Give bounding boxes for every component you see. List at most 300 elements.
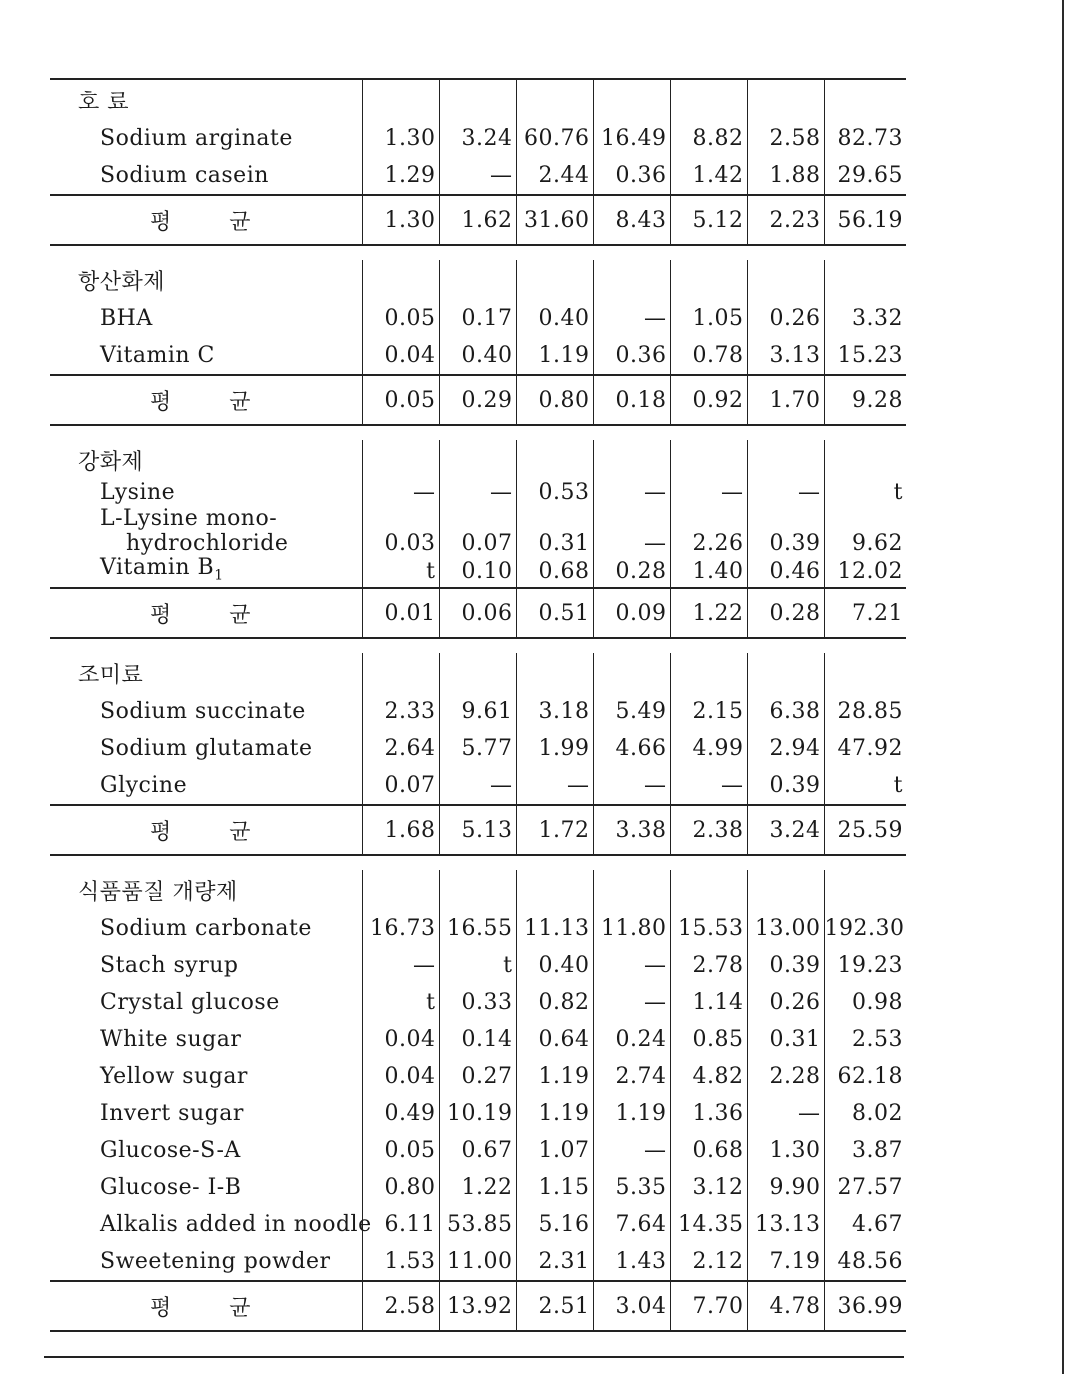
table-row	[50, 337, 906, 375]
value-cell	[747, 506, 824, 532]
value-cell-text: 0.39	[769, 953, 821, 979]
value-cell	[439, 480, 516, 506]
value-cell-text: 0.31	[769, 1027, 821, 1053]
gap-cell	[50, 425, 906, 440]
value-cell-text: 19.23	[837, 953, 903, 979]
value-cell	[670, 693, 747, 730]
value-cell	[824, 1169, 906, 1206]
value-cell-text: 2.94	[769, 736, 821, 762]
empty-cell	[593, 79, 670, 120]
value-cell-text: 0.04	[384, 1064, 436, 1090]
value-cell-text: 1.36	[692, 1101, 744, 1127]
value-cell	[439, 910, 516, 947]
value-cell-text: 2.64	[384, 736, 436, 762]
category-row	[50, 79, 906, 120]
value-cell-text: 1.19	[538, 1064, 590, 1090]
average-value-cell-text: 2.23	[769, 207, 821, 233]
value-cell-text: —	[644, 480, 667, 505]
value-cell	[516, 506, 593, 532]
average-value-cell-text: 13.92	[447, 1293, 513, 1319]
value-cell-text: 53.85	[447, 1212, 513, 1238]
value-cell	[747, 1206, 824, 1243]
average-label-text: 평 균	[150, 389, 251, 415]
value-cell	[362, 157, 439, 195]
value-cell-text: 2.53	[852, 1027, 903, 1053]
value-cell-text: 0.85	[692, 1027, 744, 1053]
value-cell	[747, 556, 824, 588]
value-cell	[362, 506, 439, 532]
value-cell	[670, 1243, 747, 1281]
value-cell-text: 2.33	[384, 699, 436, 725]
table-row	[50, 120, 906, 157]
row-label	[50, 1021, 362, 1058]
value-cell-text: 0.68	[538, 558, 590, 584]
gap-cell	[50, 855, 906, 870]
empty-cell	[747, 260, 824, 300]
value-cell	[670, 1021, 747, 1058]
value-cell	[824, 506, 906, 532]
group-gap	[50, 855, 906, 870]
value-cell-text: 12.02	[837, 558, 903, 584]
value-cell-text: 0.82	[538, 990, 590, 1016]
value-cell	[593, 532, 670, 556]
value-cell-text: 5.77	[461, 736, 513, 762]
average-value-cell-text: 1.22	[692, 600, 744, 626]
value-cell	[439, 1169, 516, 1206]
value-cell-text: 1.22	[461, 1175, 513, 1201]
average-label-text: 평 균	[150, 209, 251, 235]
value-cell	[439, 984, 516, 1021]
value-cell-text: 5.35	[615, 1175, 667, 1201]
value-cell	[824, 693, 906, 730]
value-cell	[593, 300, 670, 337]
row-label-text: White sugar	[100, 1027, 242, 1053]
value-cell	[516, 1095, 593, 1132]
average-value-cell	[593, 195, 670, 245]
value-cell	[593, 1169, 670, 1206]
average-label	[50, 1281, 362, 1331]
value-cell	[670, 947, 747, 984]
value-cell	[593, 1058, 670, 1095]
row-label-text: Lysine	[100, 480, 176, 505]
average-value-cell	[747, 805, 824, 855]
value-cell-text: 82.73	[837, 126, 903, 151]
value-cell-text: 0.46	[769, 558, 821, 584]
value-cell-text: 0.26	[769, 990, 821, 1016]
value-cell-text: —	[798, 1101, 821, 1127]
average-value-cell-text: 1.62	[461, 207, 513, 233]
value-cell	[670, 532, 747, 556]
value-cell	[516, 1058, 593, 1095]
average-value-cell-text: 0.05	[384, 387, 436, 413]
empty-cell	[516, 79, 593, 120]
table-row	[50, 480, 906, 506]
average-value-cell-text: 0.92	[692, 387, 744, 413]
average-label	[50, 805, 362, 855]
row-label-text: Sodium casein	[100, 163, 269, 188]
value-cell-text: 0.80	[384, 1175, 436, 1201]
category-label	[50, 653, 362, 693]
average-value-cell-text: 1.30	[384, 207, 436, 233]
value-cell	[670, 1206, 747, 1243]
value-cell	[593, 910, 670, 947]
category-label-text: 강화제	[78, 449, 144, 475]
value-cell-text: —	[798, 480, 821, 505]
value-cell	[516, 693, 593, 730]
value-cell-text: 192.30	[824, 916, 905, 942]
average-value-cell-text: 8.43	[615, 207, 667, 233]
table-row	[50, 1169, 906, 1206]
row-label-text: Glucose- I-B	[100, 1175, 242, 1201]
empty-cell	[516, 440, 593, 480]
table-row	[50, 984, 906, 1021]
average-label-text: 평 균	[150, 819, 251, 845]
row-label	[50, 947, 362, 984]
average-value-cell	[362, 588, 439, 638]
average-value-cell	[747, 375, 824, 425]
group-gap	[50, 425, 906, 440]
row-label	[50, 693, 362, 730]
row-label	[50, 1206, 372, 1243]
empty-cell	[670, 260, 747, 300]
value-cell	[747, 1058, 824, 1095]
value-cell	[593, 1021, 670, 1058]
value-cell-text: 16.49	[601, 126, 667, 151]
average-value-cell	[593, 805, 670, 855]
value-cell	[593, 480, 670, 506]
average-value-cell-text: 9.28	[852, 387, 903, 413]
value-cell	[362, 910, 439, 947]
empty-cell	[362, 440, 439, 480]
value-cell	[516, 910, 593, 947]
value-cell-text: —	[490, 773, 513, 799]
empty-cell	[516, 653, 593, 693]
value-cell-text: —	[567, 773, 590, 799]
average-value-cell	[824, 195, 906, 245]
value-cell	[824, 532, 906, 556]
value-cell-text: 60.76	[524, 126, 590, 151]
table-row	[50, 157, 906, 195]
value-cell	[824, 157, 906, 195]
value-cell	[439, 1058, 516, 1095]
value-cell-text: —	[644, 990, 667, 1016]
value-cell-text: 3.87	[852, 1138, 903, 1164]
table-row	[50, 947, 906, 984]
value-cell-text: 0.68	[692, 1138, 744, 1164]
value-cell-text: —	[490, 480, 513, 505]
row-label	[50, 532, 362, 556]
value-cell	[747, 1132, 824, 1169]
row-label	[50, 157, 362, 195]
empty-cell	[747, 440, 824, 480]
value-cell-text: 13.13	[755, 1212, 821, 1238]
value-cell	[362, 1206, 439, 1243]
average-value-cell-text: 7.70	[692, 1293, 744, 1319]
value-cell-text: 0.78	[692, 343, 744, 368]
category-row	[50, 653, 906, 693]
value-cell-text: —	[644, 773, 667, 799]
table-body	[50, 79, 906, 1331]
average-value-cell-text: 0.28	[769, 600, 821, 626]
value-cell	[824, 730, 906, 767]
value-cell	[747, 157, 824, 195]
average-value-cell	[362, 375, 439, 425]
value-cell	[362, 1058, 439, 1095]
value-cell	[593, 506, 670, 532]
value-cell-text: 9.62	[852, 531, 903, 556]
value-cell-text: 1.19	[615, 1101, 667, 1127]
row-label-text: Glucose-S-A	[100, 1138, 241, 1164]
value-cell-text: 2.78	[692, 953, 744, 979]
value-cell	[747, 767, 824, 805]
table-row	[50, 506, 906, 532]
value-cell-text: 0.04	[384, 343, 436, 368]
table-row	[50, 1095, 906, 1132]
value-cell-text: 2.28	[769, 1064, 821, 1090]
empty-cell	[362, 79, 439, 120]
average-value-cell-text: 0.06	[461, 600, 513, 626]
value-cell	[824, 1058, 906, 1095]
value-cell-text: 0.39	[769, 773, 821, 799]
value-cell-text: t	[426, 558, 436, 584]
value-cell	[362, 480, 439, 506]
value-cell-text: 0.17	[461, 306, 513, 331]
value-cell-text: 0.03	[384, 531, 436, 556]
category-label-text: 항산화제	[78, 269, 166, 295]
value-cell	[593, 767, 670, 805]
row-label	[50, 1243, 362, 1281]
average-value-cell	[670, 375, 747, 425]
value-cell	[593, 337, 670, 375]
average-row	[50, 588, 906, 638]
average-value-cell-text: 25.59	[837, 817, 903, 843]
value-cell	[747, 1095, 824, 1132]
empty-cell	[439, 260, 516, 300]
value-cell-text: 7.19	[769, 1249, 821, 1275]
row-label-text: Vitamin B	[100, 555, 215, 580]
value-cell	[516, 947, 593, 984]
value-cell	[362, 1243, 439, 1281]
empty-cell	[593, 440, 670, 480]
value-cell-text: 16.73	[370, 916, 436, 942]
value-cell	[362, 1095, 439, 1132]
average-value-cell	[516, 588, 593, 638]
average-row	[50, 375, 906, 425]
value-cell-text: 9.90	[769, 1175, 821, 1201]
value-cell-text: 6.11	[384, 1212, 436, 1238]
value-cell-text: 0.53	[538, 480, 590, 505]
value-cell-text: 2.26	[692, 531, 744, 556]
average-value-cell	[516, 195, 593, 245]
category-label	[50, 440, 362, 480]
value-cell	[824, 767, 906, 805]
value-cell-text: —	[644, 1138, 667, 1164]
row-label-text: Stach syrup	[100, 953, 239, 979]
category-row	[50, 260, 906, 300]
value-cell-text: 3.32	[852, 306, 903, 331]
value-cell	[593, 120, 670, 157]
value-cell-text: 16.55	[447, 916, 513, 942]
value-cell-text: 0.10	[461, 558, 513, 584]
row-label-text: Sweetening powder	[100, 1249, 331, 1275]
average-value-cell	[593, 588, 670, 638]
row-label	[50, 337, 362, 375]
row-label-text: Sodium succinate	[100, 699, 306, 725]
row-label	[50, 1132, 362, 1169]
value-cell-text: 0.07	[384, 773, 436, 799]
average-value-cell	[439, 195, 516, 245]
value-cell	[670, 337, 747, 375]
value-cell	[747, 947, 824, 984]
value-cell	[439, 1021, 516, 1058]
value-cell-text: 1.19	[538, 1101, 590, 1127]
value-cell	[516, 300, 593, 337]
average-value-cell	[362, 805, 439, 855]
empty-cell	[824, 79, 906, 120]
value-cell	[670, 1132, 747, 1169]
value-cell-text: 0.36	[615, 163, 667, 188]
value-cell	[593, 1132, 670, 1169]
empty-cell	[439, 653, 516, 693]
average-value-cell-text: 0.80	[538, 387, 590, 413]
value-cell	[747, 1169, 824, 1206]
empty-cell	[593, 260, 670, 300]
value-cell	[824, 947, 906, 984]
average-value-cell-text: 3.38	[615, 817, 667, 843]
value-cell	[670, 767, 747, 805]
table-row	[50, 1206, 906, 1243]
value-cell-text: 27.57	[837, 1175, 903, 1201]
table-row	[50, 556, 906, 588]
value-cell-text: 1.30	[769, 1138, 821, 1164]
value-cell	[824, 1132, 906, 1169]
row-label-text: Alkalis added in noodle	[100, 1212, 372, 1238]
empty-cell	[670, 653, 747, 693]
average-value-cell-text: 3.24	[769, 817, 821, 843]
average-value-cell-text: 36.99	[837, 1293, 903, 1319]
value-cell	[516, 480, 593, 506]
value-cell	[362, 947, 439, 984]
row-label-text: Sodium carbonate	[100, 916, 312, 942]
average-value-cell	[439, 1281, 516, 1331]
average-value-cell-text: 56.19	[837, 207, 903, 233]
value-cell-text: 0.64	[538, 1027, 590, 1053]
value-cell-text: 28.85	[837, 699, 903, 725]
value-cell-text: 1.88	[769, 163, 821, 188]
value-cell	[362, 300, 439, 337]
row-label	[50, 120, 362, 157]
category-label-text: 호 료	[78, 89, 129, 115]
value-cell-text: 29.65	[837, 163, 903, 188]
value-cell-text: 47.92	[837, 736, 903, 762]
average-value-cell	[516, 375, 593, 425]
average-value-cell	[362, 195, 439, 245]
value-cell-text: 0.39	[769, 531, 821, 556]
row-label-text: Glycine	[100, 773, 188, 799]
average-label	[50, 195, 362, 245]
gap-cell	[50, 245, 906, 260]
value-cell	[362, 1169, 439, 1206]
empty-cell	[824, 870, 906, 910]
average-label	[50, 375, 362, 425]
value-cell	[516, 337, 593, 375]
value-cell	[439, 532, 516, 556]
row-label-text: BHA	[100, 306, 153, 331]
value-cell	[670, 120, 747, 157]
table-row	[50, 1243, 906, 1281]
value-cell	[439, 767, 516, 805]
value-cell	[439, 730, 516, 767]
row-label-text: Crystal glucose	[100, 990, 280, 1016]
average-value-cell	[824, 805, 906, 855]
value-cell-text: 0.07	[461, 531, 513, 556]
row-label	[50, 767, 362, 805]
average-value-cell	[670, 588, 747, 638]
category-row	[50, 440, 906, 480]
value-cell-text: 11.00	[447, 1249, 513, 1275]
value-cell	[439, 506, 516, 532]
value-cell-text: t	[893, 480, 903, 505]
value-cell-text: 11.13	[524, 916, 590, 942]
empty-cell	[824, 440, 906, 480]
value-cell-text: —	[644, 531, 667, 556]
value-cell-text: 3.13	[769, 343, 821, 368]
value-cell-text: 0.26	[769, 306, 821, 331]
category-label	[50, 870, 362, 910]
table-row	[50, 300, 906, 337]
value-cell-text: 5.16	[538, 1212, 590, 1238]
empty-cell	[362, 653, 439, 693]
value-cell	[362, 730, 439, 767]
value-cell-text: 8.02	[852, 1101, 903, 1127]
value-cell-text: 3.12	[692, 1175, 744, 1201]
value-cell	[824, 120, 906, 157]
average-label-text: 평 균	[150, 1295, 251, 1321]
average-value-cell	[516, 805, 593, 855]
empty-cell	[593, 870, 670, 910]
value-cell	[439, 1095, 516, 1132]
table-row	[50, 532, 906, 556]
empty-cell	[593, 653, 670, 693]
value-cell-text: 1.53	[384, 1249, 436, 1275]
value-cell	[747, 984, 824, 1021]
value-cell-text: 1.15	[538, 1175, 590, 1201]
value-cell-text: 4.82	[692, 1064, 744, 1090]
value-cell	[593, 157, 670, 195]
value-cell-text: t	[426, 990, 436, 1016]
value-cell-text: 1.29	[384, 163, 436, 188]
average-row	[50, 195, 906, 245]
empty-cell	[362, 870, 439, 910]
average-value-cell-text: 4.78	[769, 1293, 821, 1319]
value-cell-text: 2.74	[615, 1064, 667, 1090]
value-cell-text: 0.67	[461, 1138, 513, 1164]
value-cell	[439, 337, 516, 375]
value-cell-text: 0.98	[852, 990, 903, 1016]
average-value-cell-text: 2.38	[692, 817, 744, 843]
average-value-cell	[824, 588, 906, 638]
value-cell	[593, 947, 670, 984]
category-row	[50, 870, 906, 910]
value-cell-text: 13.00	[755, 916, 821, 942]
empty-cell	[439, 870, 516, 910]
value-cell	[747, 300, 824, 337]
average-value-cell-text: 0.01	[384, 600, 436, 626]
value-cell	[824, 337, 906, 375]
value-cell	[516, 157, 593, 195]
value-cell	[593, 730, 670, 767]
value-cell	[439, 157, 516, 195]
